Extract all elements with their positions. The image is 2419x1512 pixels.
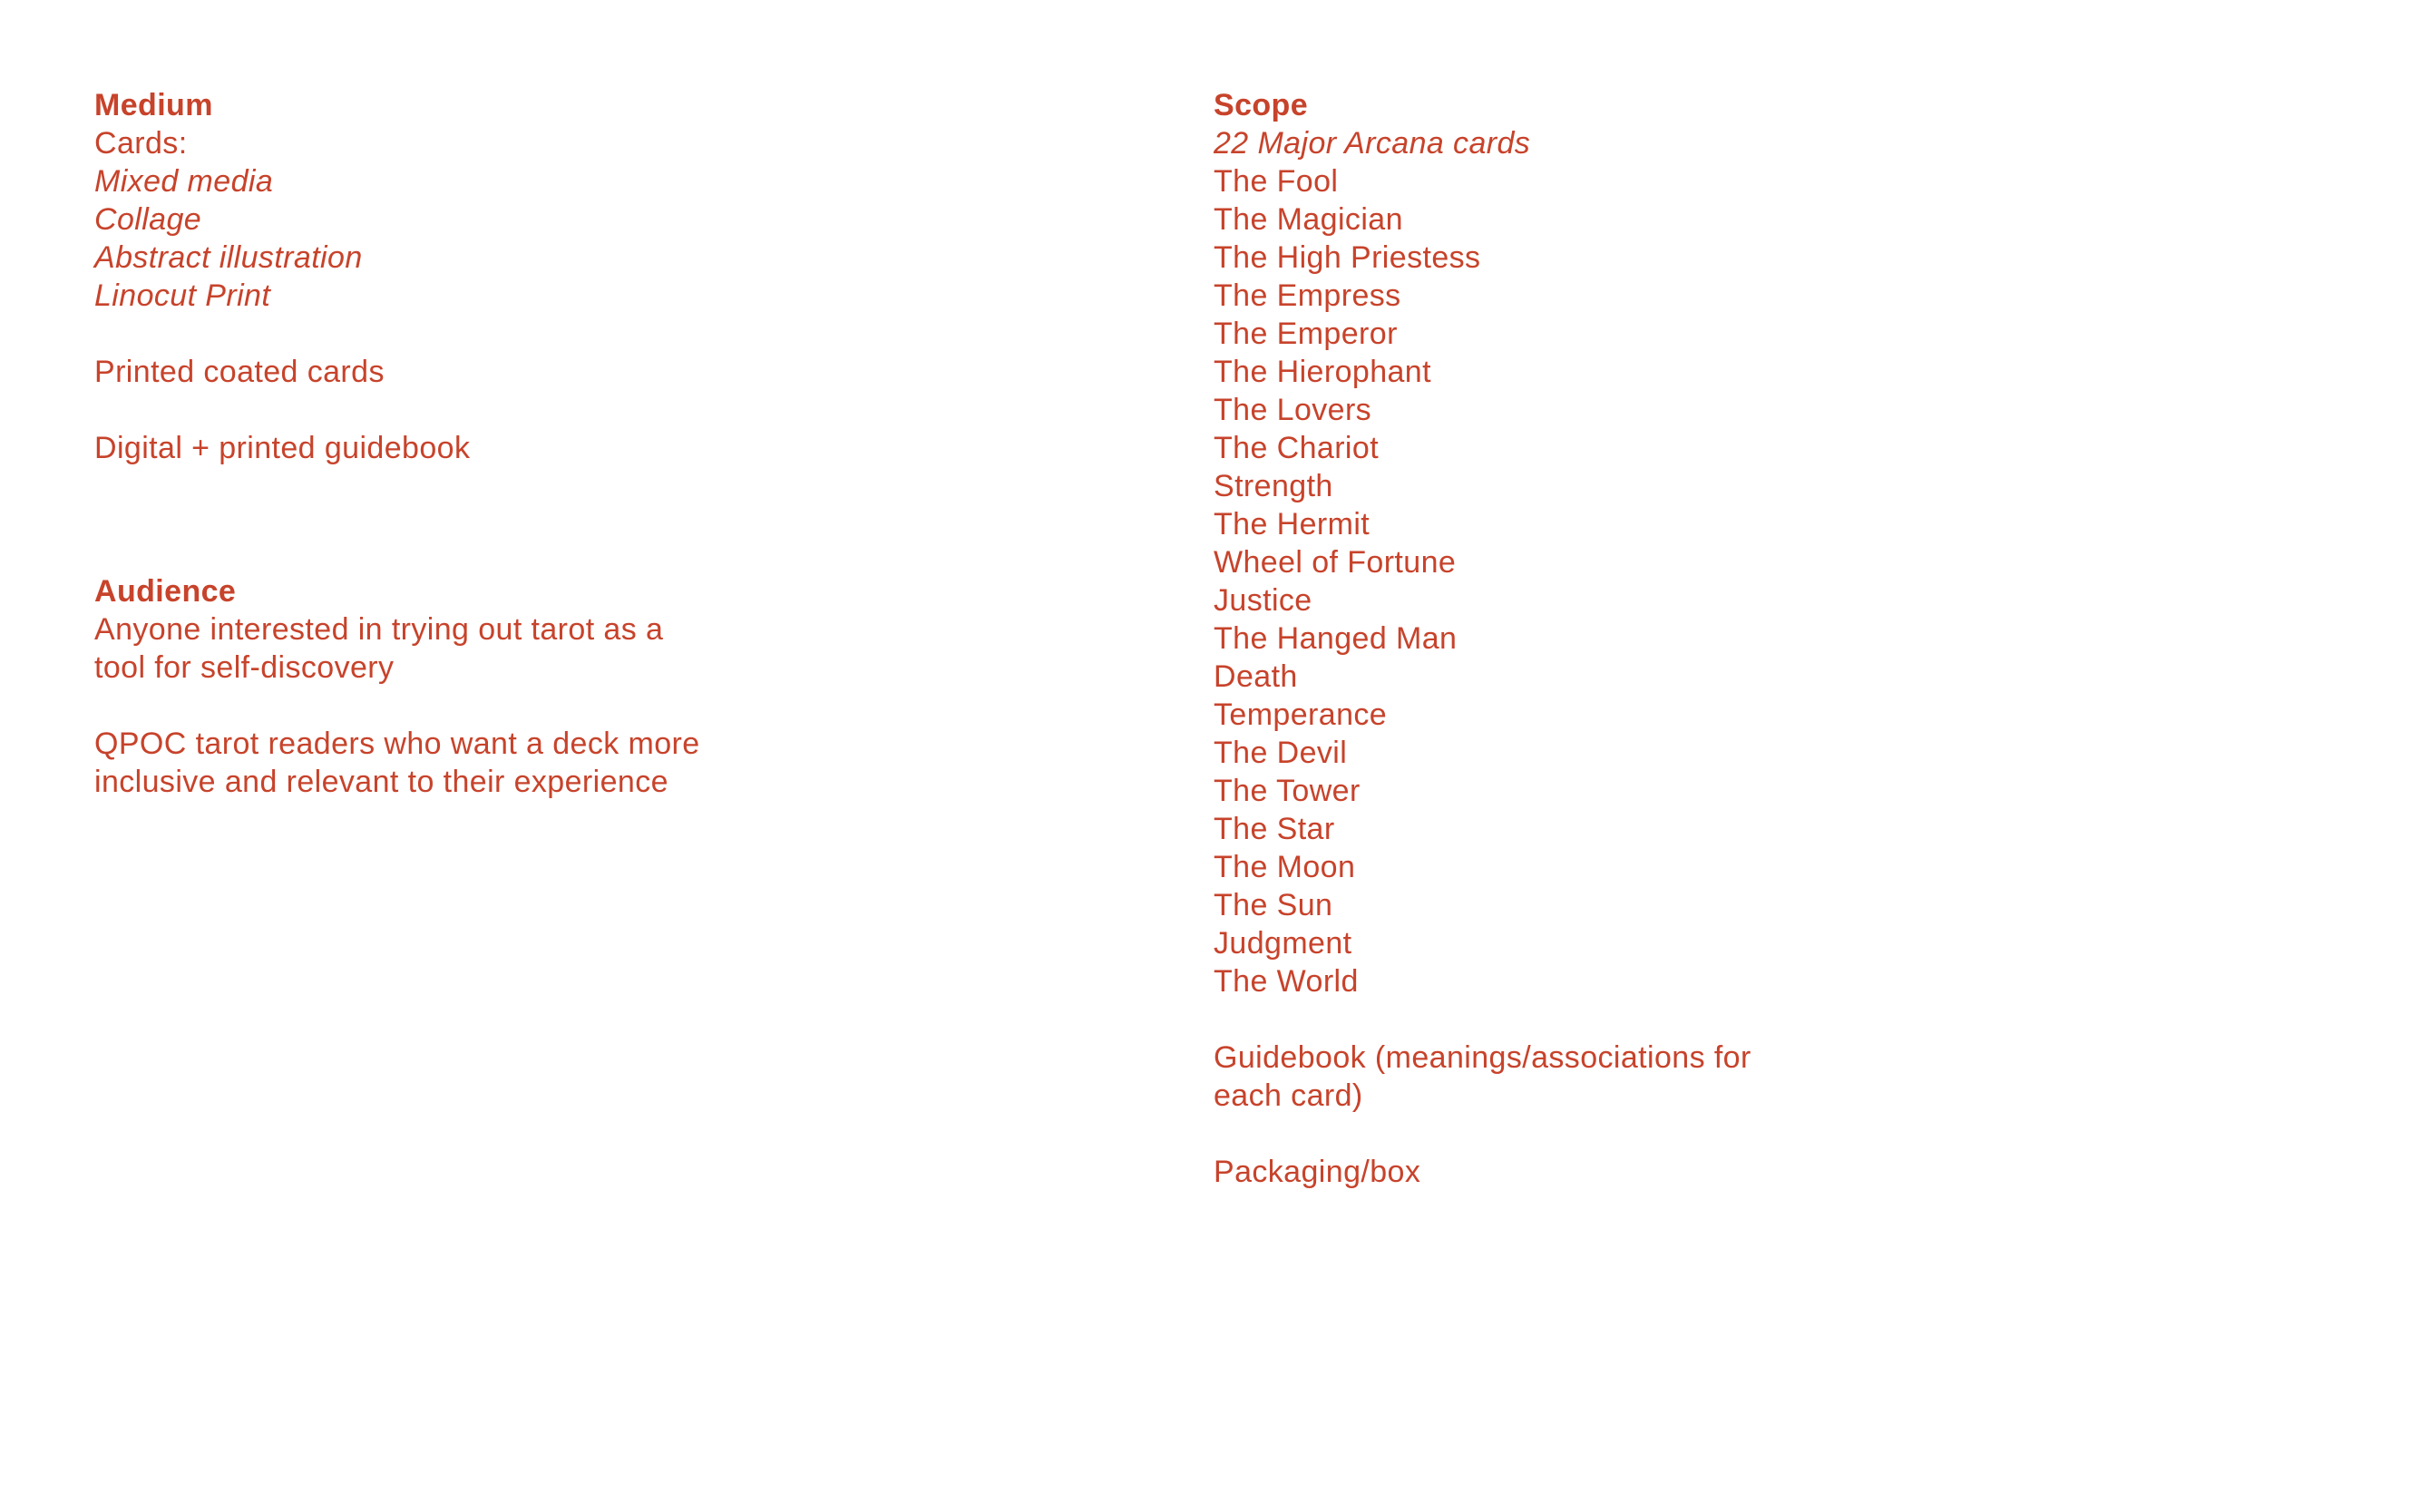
printed-cards-text: Printed coated cards: [94, 355, 385, 389]
major-arcana-list: [1214, 162, 2030, 1000]
arcana-card-item: Justice: [1214, 583, 1312, 618]
scope-subheading: 22 Major Arcana cards: [1214, 126, 1531, 161]
arcana-card-item: The Hanged Man: [1214, 621, 1458, 656]
arcana-card-item: The Sun: [1214, 888, 1333, 922]
technique-item: Abstract illustration: [94, 240, 363, 275]
techniques-list: [94, 162, 911, 315]
arcana-card-item: The Hierophant: [1214, 355, 1431, 389]
audience-item-line: Anyone interested in trying out tarot as a: [94, 612, 664, 647]
arcana-card-item: Judgment: [1214, 926, 1352, 961]
technique-item: Mixed media: [94, 164, 274, 199]
scope-section: [1214, 86, 2030, 1191]
scope-guidebook-line: Guidebook (meanings/associations for: [1214, 1040, 1751, 1075]
left-column: [94, 86, 911, 801]
arcana-card-item: The Moon: [1214, 850, 1356, 884]
scope-packaging: Packaging/box: [1214, 1155, 1421, 1189]
technique-item: Collage: [94, 202, 202, 237]
arcana-card-item: The Emperor: [1214, 317, 1398, 351]
arcana-card-item: The Devil: [1214, 736, 1348, 770]
arcana-card-item: The High Priestess: [1214, 240, 1481, 275]
arcana-card-item: The Lovers: [1214, 393, 1372, 427]
scope-guidebook-line: each card): [1214, 1078, 1363, 1113]
audience-item-line: inclusive and relevant to their experience: [94, 765, 668, 799]
cards-label: Cards:: [94, 126, 188, 161]
guidebook-format-text: Digital + printed guidebook: [94, 431, 471, 465]
arcana-card-item: The Tower: [1214, 774, 1361, 808]
arcana-card-item: The Empress: [1214, 278, 1401, 313]
technique-item: Linocut Print: [94, 278, 271, 313]
scope-guidebook: [1214, 1039, 2030, 1115]
arcana-card-item: The World: [1214, 964, 1359, 999]
arcana-card-item: The Magician: [1214, 202, 1403, 237]
arcana-card-item: Temperance: [1214, 697, 1388, 732]
audience-item-line: tool for self-discovery: [94, 650, 395, 685]
audience-item: [94, 610, 911, 687]
arcana-card-item: The Hermit: [1214, 507, 1370, 541]
medium-section: [94, 86, 911, 467]
arcana-card-item: The Chariot: [1214, 431, 1380, 465]
audience-item-line: QPOC tarot readers who want a deck more: [94, 727, 700, 761]
scope-heading: Scope: [1214, 88, 1309, 122]
audience-heading: Audience: [94, 574, 237, 609]
arcana-card-item: Death: [1214, 659, 1298, 694]
audience-item: [94, 725, 911, 801]
arcana-card-item: The Fool: [1214, 164, 1339, 199]
medium-heading: Medium: [94, 88, 213, 122]
right-column: [1214, 86, 2030, 1191]
audience-section: [94, 572, 911, 801]
arcana-card-item: The Star: [1214, 812, 1335, 846]
arcana-card-item: Strength: [1214, 469, 1333, 503]
arcana-card-item: Wheel of Fortune: [1214, 545, 1457, 580]
